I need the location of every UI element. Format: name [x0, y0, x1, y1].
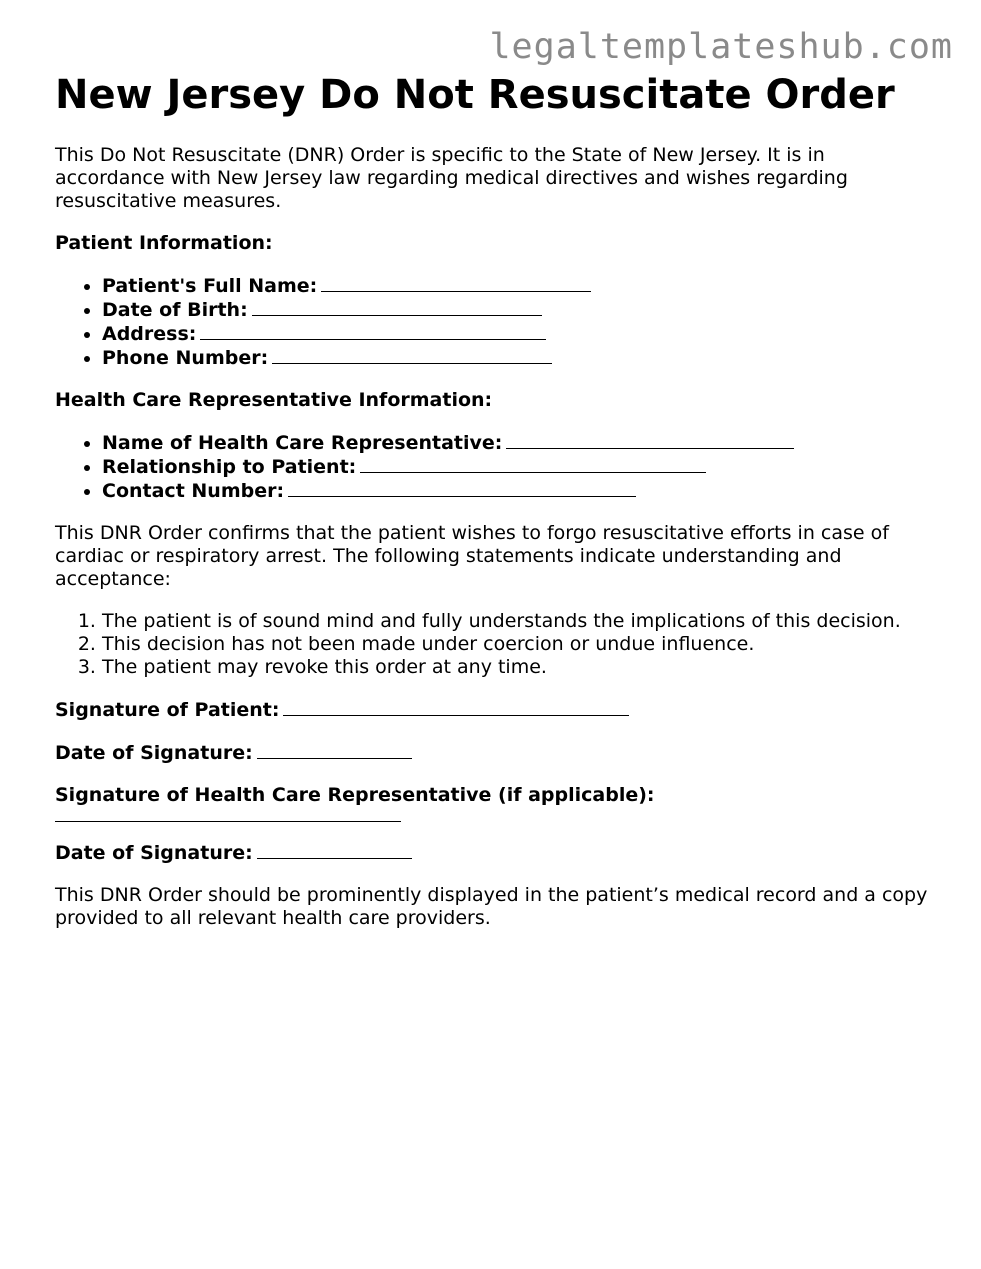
- field-label: Name of Health Care Representative:: [102, 432, 503, 454]
- field-label: Contact Number:: [102, 480, 285, 502]
- intro-paragraph: This Do Not Resuscitate (DNR) Order is specific to the State of New Jersey. It is in accordance with New Jersey law regarding medical directives and wishes regarding resuscitative measures.: [55, 144, 848, 212]
- field-label: Patient's Full Name:: [102, 275, 318, 297]
- rep-signature-field[interactable]: [55, 807, 401, 822]
- field-label: Date of Birth:: [102, 299, 248, 321]
- contact-number-field[interactable]: [288, 479, 636, 497]
- patient-full-name-field[interactable]: [321, 274, 591, 292]
- address-field[interactable]: [200, 322, 546, 340]
- statement-item: 3. The patient may revoke this order at any time.: [102, 656, 935, 679]
- patient-signature-line: [55, 698, 935, 722]
- confirmation-paragraph: This DNR Order confirms that the patient wishes to forgo resuscitative efforts in case of cardiac or respiratory arrest. The following statements indicate understanding and acceptance:: [55, 522, 889, 590]
- document-title: New Jersey Do Not Resuscitate Order: [55, 72, 895, 118]
- patient-date-label: Date of Signature:: [55, 742, 253, 764]
- contact-number-item: [102, 479, 935, 503]
- date-of-birth-item: [102, 298, 935, 322]
- phone-number-field[interactable]: [272, 346, 552, 364]
- patient-signature-field[interactable]: [283, 698, 629, 716]
- rep-signature-line: [55, 784, 935, 822]
- rep-info-list: [55, 431, 935, 503]
- statement-item: 1. The patient is of sound mind and fully understands the implications of this decision.: [102, 610, 935, 633]
- rep-name-item: [102, 431, 935, 455]
- phone-number-item: [102, 346, 935, 370]
- patient-date-line: [55, 741, 935, 765]
- field-label: Address:: [102, 323, 197, 345]
- rep-signature-label: Signature of Health Care Representative (if applicable):: [55, 784, 655, 806]
- rep-date-label: Date of Signature:: [55, 842, 253, 864]
- patient-signature-label: Signature of Patient:: [55, 699, 280, 721]
- patient-full-name-item: [102, 274, 935, 298]
- date-of-birth-field[interactable]: [252, 298, 542, 316]
- patient-info-list: [55, 274, 935, 370]
- patient-date-field[interactable]: [257, 741, 412, 759]
- watermark: legaltemplateshub.com: [489, 27, 953, 67]
- rep-date-field[interactable]: [257, 841, 412, 859]
- statement-item: 2. This decision has not been made under coercion or undue influence.: [102, 633, 935, 656]
- relationship-field[interactable]: [360, 455, 706, 473]
- rep-date-line: [55, 841, 935, 865]
- rep-name-field[interactable]: [506, 431, 794, 449]
- field-label: Phone Number:: [102, 347, 269, 369]
- statements-list: [55, 610, 935, 679]
- address-item: [102, 322, 935, 346]
- relationship-item: [102, 455, 935, 479]
- closing-paragraph: This DNR Order should be prominently displayed in the patient’s medical record and a copy provided to all relevant health care providers.: [55, 884, 928, 929]
- patient-info-heading: Patient Information:: [55, 232, 273, 254]
- field-label: Relationship to Patient:: [102, 456, 357, 478]
- rep-info-heading: Health Care Representative Information:: [55, 389, 493, 411]
- document-page: [55, 72, 935, 949]
